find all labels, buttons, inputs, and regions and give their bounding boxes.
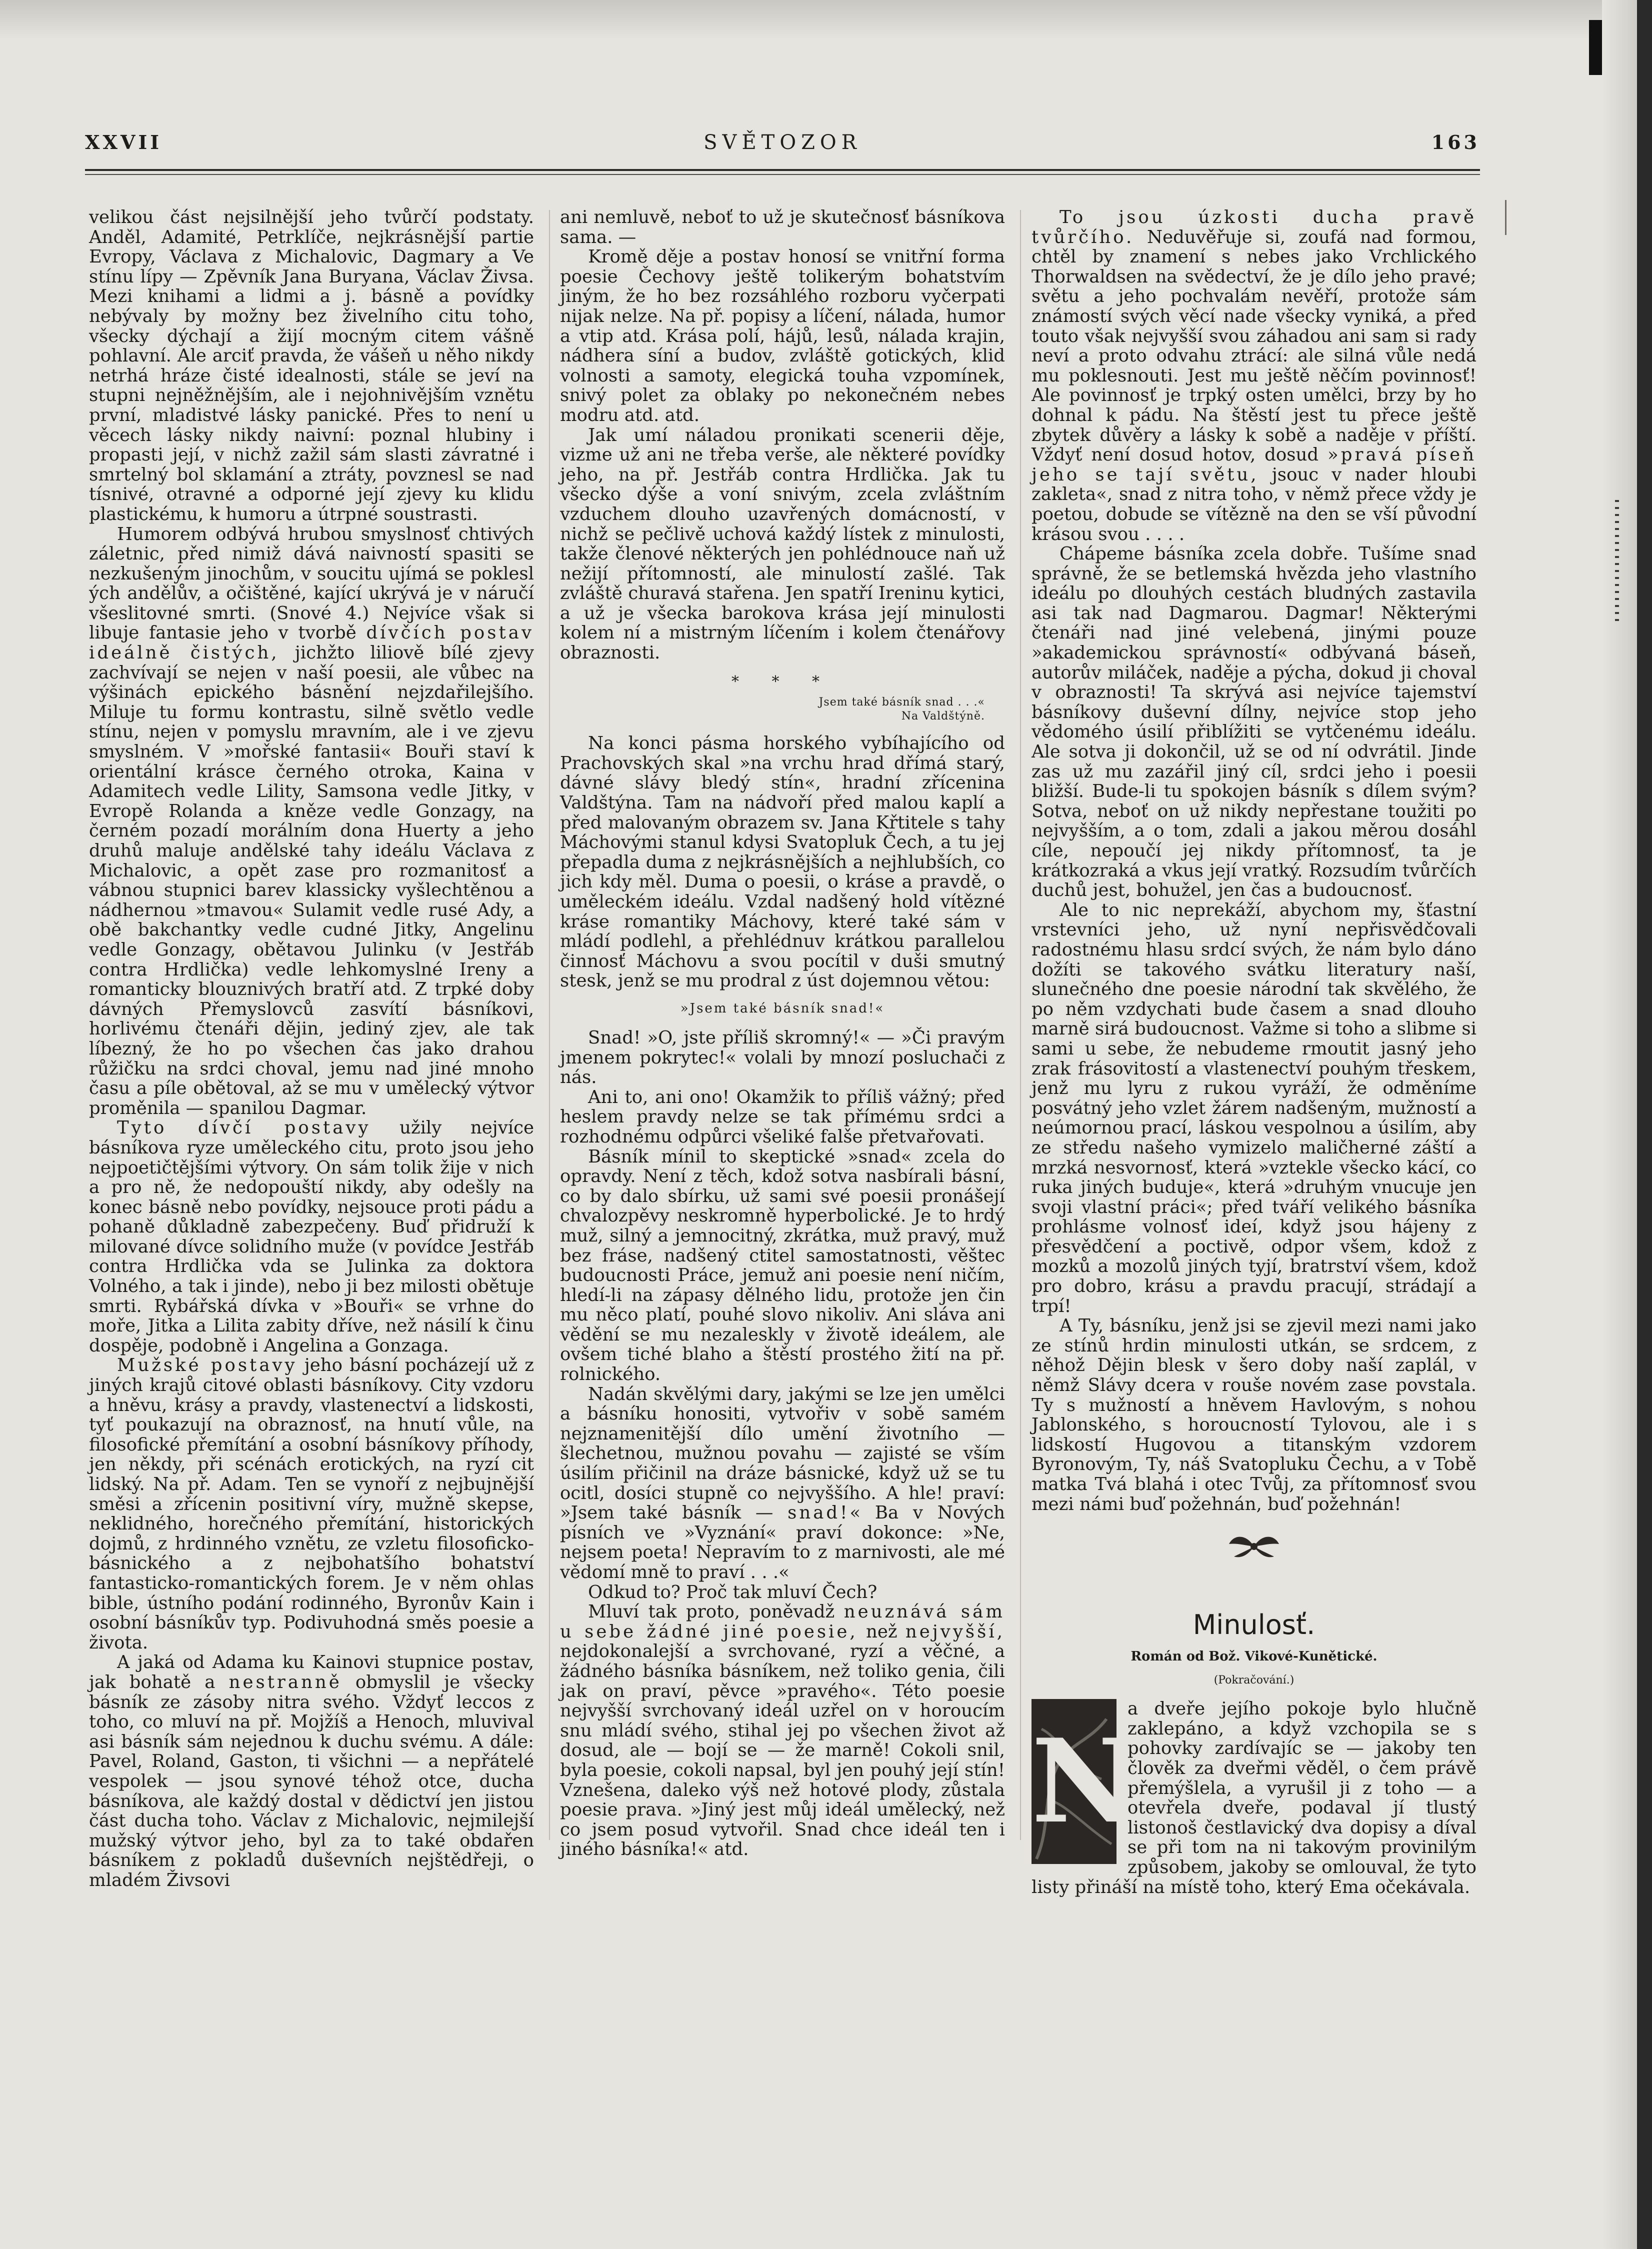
paragraph: [89, 1118, 534, 1356]
emphasis-spaced: snad!: [788, 1502, 850, 1524]
emphasis-spaced: To jsou úzkosti ducha pravě tvůrčího.: [1032, 207, 1476, 248]
paragraph: [1032, 208, 1476, 544]
scan-top-edge: [0, 0, 1652, 40]
paragraph: Odkud to? Proč tak mluví Čech?: [588, 1582, 878, 1602]
novel-title: Minulosť.: [1192, 1609, 1316, 1641]
page-number: 163: [1431, 131, 1480, 154]
emphasis-spaced: Mužské postavy: [117, 1355, 298, 1376]
text-run: obmyslil je všecky básník ze zásoby nitra svého. Vždyť leccos z toho, co mluví na př. Mojžíš a Henoch, mluvival asi básník sám nejednou k duchu svému. A dále: Pavel, Roland, Gaston, ti všichni — a nepřátelé vespolek — jsou synové téhož otce, ducha básníkova, ale každý dostal v dědictví jen jistou část ducha toho. Václav z Michalovic, nejmilejší mužský výtvor jeho, byl za to také obdařen básníkem z pokladů duševních nejštědřeji, o mladém Živsovi: [89, 1672, 534, 1890]
paragraph: Chápeme básníka zcela dobře. Tušíme snad správně, že se betlemská hvězda jeho vlastního ideálu po dlouhých cestách bludných zastavila asi tak nad Dagmarou. Dagmar! Některými čtenáři nad jiné velebená, jinými pouze »akademickou správností« odbývaná báseň, autorův miláček, naděje a pýcha, dokud ji choval v obraznosti! Ta skrývá asi nejvíce tajemství básníkovy duševní dílny, nejvíce stop jeho vědomého úsilí přiblížiti se vytčenému ideálu. Ale sotva ji dokončil, už se od ní odvrátil. Jinde zas už mu zazářil jiný cíl, srdci jeho i poesii bližší. Bude-li tu spokojen básník s dílem svým? Sotva, neboť on už nikdy nepřestane toužiti po nejvyšším, a o tom, zdali a jakou měrou dosáhl cíle, nepoučí jej nikdy přítomnosť, ta je krátkozraká a vkus její vratký. Rozsudím tvůrčích duchů jest, bohužel, jen čas a budoucnosť.: [1032, 544, 1476, 901]
column-divider: [1020, 210, 1021, 1840]
dropcap-letter: N: [1032, 1714, 1137, 1850]
text-run: než: [866, 1621, 898, 1642]
text-run: Mluví tak proto, poněvadž: [588, 1602, 835, 1622]
paragraph: Básník mínil to skeptické »snad« zcela do opravdy. Není z těch, kdož sotva nasbírali básní, co by dalo sbírku, už sami své poesii pronášejí chvalozpěvy neskromně hyperbolické. Je to hrdý muž, silný a jemnocitný, zkrátka, muž pravý, muž bez fráse, nadšený ctitel samostatnosti, věštec budoucnosti Práce, jemuž ani poesie není ničím, hledí-li na zápasy dělného lidu, protože jen čin mu něco platí, pouhé slovo nikoliv. Ani sláva ani vědění se mu nezaleskly v životě ideálem, ale ovšem tiché blaho a štěstí prostého žití na př. rolnického.: [560, 1146, 1005, 1385]
epigraph: [560, 696, 985, 724]
byline: Román od Bož. Vikové-Kunětické.: [1130, 1649, 1378, 1664]
floral-ornament-icon: [1219, 1529, 1289, 1564]
journal-title: SVĚTOZOR: [704, 131, 862, 154]
text-run: « Ba v Nových písních ve »Vyznání« praví dokonce: »Ne, nejsem poeta! Nepravím to z marnivosti, ale mé vědomí mně to praví . . .«: [560, 1502, 1005, 1582]
epigraph-quote: Jsem také básník snad . . .«: [818, 696, 985, 709]
scan-right-shade: [1602, 0, 1637, 2249]
text-run: užily nejvíce básníkova ryze uměleckého citu, proto jsou jeho nejpoetičtějšími výtvory. On sám tolik žije v nich a pro ně, že nedopouští nikdy, aby odešly na konec básně nebo povídky, nejsouce proti pádu a pohaně důkladně zabezpečeny. Buď přidruží k milované dívce solidního muže (v povídce Jestřáb contra Hrdlička vda se Julinka za doktora Volného, a tak i jinde), nebo ji bez milosti obětuje smrti. Rybářská dívka v »Bouři« se vrhne do moře, Jitka a Lilita zabity dříve, než násilí k činu dospěje, podobně i Angelina a Gonzaga.: [89, 1118, 534, 1356]
section-ornament: [1032, 1529, 1476, 1564]
paragraph: A Ty, básníku, jenž jsi se zjevil mezi nami jako ze stínů hrdin minulosti utkán, se srdcem, z něhož Dějin blesk v šero doby naší zaplál, v němž Slávy dcera v rouše novém zase povstala. Ty s mužností a hněvem Havlovým, s nohou Jablonského, s horoucností Tylovou, ale i s lidskostí Hugovou a titanským vzdorem Byronovým, Ty, náš Svatopluku Čechu, a v Tobě matka Tvá blahá i otec Tvůj, za přítomnosť svou mezi námi buď požehnán, buď požehnán!: [1032, 1316, 1476, 1514]
decorative-initial: [1032, 1699, 1137, 1864]
column-divider: [549, 210, 550, 1840]
scan-right-edge: [1637, 0, 1652, 2249]
quoted-verse: »Jsem také básník snad!«: [680, 1000, 885, 1016]
paragraph: [89, 1356, 534, 1652]
emphasis-spaced: nestranně: [228, 1672, 342, 1692]
emphasis-spaced: nejvyšší,: [905, 1621, 1005, 1642]
continued-note: (Pokračování.): [1214, 1674, 1294, 1687]
text-run: jeho básní pocházejí už z jiných krajů citové oblasti básníkovy. City vzdoru a hněvu, krásy a pravdy, vlastenectví a lidskosti, tyť poukazují na obraznosť, na hnutí vůle, na filosofické přemítání a osobní básníkovy příhody, jen někdy, při scénách erotických, na ryzí cit lidský. Na př. Adam. Ten se vynoří z nejbujnější směsi a zřícenin positivní víry, mužně skepse, neklidného, horečného přemítání, historických dojmů, z hrdinného vznětu, ze vzletu filosoficko-básnického a z nejbohatšího bohatství fantasticko-romantických forem. Je v něm ohlas bible, ústního podání rodinného, Byronův Kain i osobní básníkův typ. Podivuhodná směs poesie a života.: [89, 1355, 534, 1653]
margin-marks: [1615, 500, 1619, 625]
paragraph: [560, 1602, 1005, 1860]
text-run: A jaká od Adama ku Kainovi stupnice postav, jak bohatě a: [89, 1652, 534, 1692]
header-rule: [85, 169, 1480, 171]
text-run: nejdokonalejší a svrchované, ryzí a věčné, a žádného básníka básníkem, než toliko genia, čili jak on praví, pěvce »pravého«. Této poesie nejvyšší svrchovaný ideál uzřel on v horoucím snu mládí svého, stihal jej po všechen život až dosud, ale — bojí se — že marně! Cokoli snil, byla poesie, cokoli napsal, byl jen pouhý její stín! Vznešena, daleko výš než hotové plody, zůstala poesie prava. »Jiný jest můj ideál umělecký, než co jsem posud vytvořil. Snad chce ideál ten i jiného básníka!« atd.: [560, 1641, 1005, 1860]
text-run: Neduvěřuje si, zoufá nad formou, chtěl by znamení s nebes jako Vrchlického Thorwaldsen na svědectví, že je dílo jeho pravé; světu a jeho pochvalám nevěří, protože sám známostí svých věcí nade všecky vyniká, a před touto však nejvyšší svou záhadou ani sam si rady neví a proto odvahu ztrácí: ale silná vůle nedá mu poklesnouti. Jest mu ještě něčím povinnosť! Ale povinnosť je trpký osten umělci, brzy by ho dohnal k pádu. Na štěstí jest tu přece ještě zbytek důvěry a lásky k sobě a naděje v příští. Vždyť není dosud hotov, dosud: [1032, 226, 1476, 466]
section-stars: * * *: [731, 672, 834, 690]
paragraph: [89, 1652, 534, 1890]
paragraph: Jak umí náladou pronikati scenerii děje, vizme už ani ne třeba verše, ale některé povídky jeho, na př. Jestřáb contra Hrdlička. Jak tu všecko dýše a voní snivým, zcela zvláštním vzduchem dlouho uzavřených domácností, v nichž se pečlivě uchová každý lístek z minulosti, takže členové některých jen pohlédnouce naň už nežijí přítomností, ale minulostí zašlé. Tak zvláště churavá stařena. Jen spatří Ireninu kytici, a už je všecka barokova krása její minulosti kolem ní a mistrným líčením i kolem čtenářovy obraznosti.: [560, 424, 1005, 664]
emphasis-spaced: dívčích postav ideálně čistých,: [89, 622, 534, 664]
paragraph: [560, 1384, 1005, 1582]
paragraph: Ale to nic neprekáží, abychom my, šťastní vrstevníci jeho, už nyní nepřisvědčovali radostnému hlasu srdcí svých, že nám bylo dáno dožíti se takového svátku literatury naší, slunečného dne poesie národní tak skvělého, že po něm vzdychati bude časem a snad dlouho marně sirá budoucnost. Važme si toho a slibme si sami u sebe, že nebudeme rmoutit jasný jeho zrak frásovitostí a vlastenectví pouhým třeskem, jenž mu lyru z rukou vyráží, že odměníme posvátný jeho vzlet žárem nadšeným, mužností a neúmornou prací, láskou vespolnou a úsilím, aby ze středu našeho vymizelo maličherné záští a mrzká nesvornosť, která »vztekle všecko kácí, co ruka jiných buduje«, která »druhým vnucuje jen svoji vlastní práci«; před tváří velikého básníka prohlásme volnosť ideí, když jsou hájeny z přesvědčení a poctivě, odpor všem, kdož z mozků a mozolů jiných tyjí, bratrství všem, kdož pro dobro, krásu a pravdu pracují, strádají a trpí!: [1032, 900, 1476, 1316]
paragraph: velikou část nejsilnější jeho tvůrčí podstaty. Anděl, Adamité, Petrklíče, nejkrásnější partie Evropy, Václava z Michalovic, Dagmary a Ve stínu lípy — Zpěvník Jana Buryana, Václav Živsa. Mezi knihami a lidmi a j. básně a povídky nebývaly by možny bez živelního citu toho, všecky dýchají a žijí mocným citem vášně pohlavní. Ale arciť pravda, že vášeň u něho nikdy netrhá hráze čisté idealnosti, stále se jeví na stupni nejněžnějším, ale i nejohnivějším vznětu první, mladistvé lásky panické. Přes to není u věcech lásky nikdy naivní: poznal hlubiny i propasti její, v nichž zažil sám slasti závratné i smrtelný bol sklamání a ztráty, povznesl se nad tísnivé, otravné a odporné její zjevy ku klidu plastickému, k humoru a útrpné soustrasti.: [89, 207, 534, 524]
text-run: Humorem odbývá hrubou smyslnosť chtivých záletnic, před nimiž dává naivností spasiti se nezkušeným jinochům, v soucitu ujímá se poklesl ých andělův, a očištěné, kající ukrývá je v náručí všeslitovné smrti. (Snové 4.) Nejvíce však si libuje fantasie jeho v tvorbě: [89, 524, 534, 644]
paragraph: ani nemluvě, neboť to už je skutečnosť básníkova sama. —: [560, 207, 1005, 248]
paragraph: Snad! »O, jste příliš skromný!« — »Či pravým jmenem pokrytec!« volali by mnozí posluchači z nás.: [560, 1027, 1005, 1088]
volume-number: XXVII: [85, 131, 162, 154]
column-2: [560, 208, 1005, 1860]
text-run: jichžto liliově bílé zjevy zachvívají se nejen v naší poesii, ale vůbec na výšinách epického básnění nejzdařilejšího. Miluje tu formu kontrastu, silně světlo vedle stínu, nejen v pomyslu mravním, ale i ve zjevu smyslném. V »mořské fantasii« Bouři staví k orientální krásce černého otroka, Kaina v Adamitech vedle Lility, Samsona vedle Jitky, v Evropě Rolanda a kněze vedle Gonzagy, na černém pozadí morálním dona Huerty a jeho druhů maluje andělské tahy ideálu Václava z Michalovic, a opět zase pro rozmanitosť a vábnou stupnici barev klassicky vyšlechtěnou a nádhernou »tmavou« Sulamit vedle rusé Ady, a obě bakchantky vedle cudné Jitky, Angelinu vedle Gonzagy, obětavou Julinku (v Jestřáb contra Hrdlička) vedle lehkomyslné Ireny a romanticky blouznivých bratří atd. Z trpké doby dávných Přemyslovců zasvítí básníkovi, horlivému čtenáři dějin, jediný zjev, ale tak líbezný, že ho po všechen čas jako drahou růžičku na srdci choval, jemu nad jiné mnoho času a píle obětoval, až se mu v umělecký výtvor proměnila — spanilou Dagmar.: [89, 642, 534, 1118]
column-3: [1032, 208, 1476, 1897]
running-head: [85, 131, 1480, 166]
text-run: Nadán skvělými dary, jakými se lze jen umělci a básníku honositi, vytvořiv v sobě samém nejznamenitější dílo umění životního — šlechetnou, mužnou povahu — zajisté se vším úsilím přičinil na dráze básnické, když už se tu ocitl, dosíci stupně co nejvyššího. A hle! praví: »Jsem také básník —: [560, 1384, 1005, 1524]
text-run: jsouc v nader hloubi zakleta«, snad z nitra toho, v němž přece vždy je poetou, dobude se vítězně na den se vší původní krásou svou . . . .: [1032, 464, 1476, 544]
paragraph: Na konci pásma horského vybíhajícího od Prachovských skal »na vrchu hrad dřímá starý, dávné slávy bledý stín«, hradní zřícenina Valdštýna. Tam na nádvoří před malou kaplí a před malovaným obrazem sv. Jana Křtitele s tahy Máchovými stanul kdysi Svatopluk Čech, a tu jej přepadla duma z nejkrásnějších a nejhlubších, co jich kdy měl. Duma o poesii, o kráse a pravdě, o uměleckém ideálu. Vzdal nadšený hold vítězné kráse romantiky Máchovy, které také sám v mládí podlehl, a přehlédnuv krátkou parallelou činnosť Máchovu a svou pocítil v duši smutný stesk, jenž se mu prodral z úst dojemnou větou:: [560, 733, 1005, 992]
paragraph: [89, 524, 534, 1118]
paragraph: Kromě děje a postav honosí se vnitřní forma poesie Čechovy ještě tolikerým bohatstvím jiným, že ho bez rozsáhlého rozboru vyčerpati nijak nelze. Na př. popisy a líčení, nálada, humor a vtip atd. Krása polí, hájů, lesů, nálada krajin, nádhera síní a budov, zvláště gotických, klid volnosti a samoty, elegická touha vzpomínek, snivý polet za oblaky po nekonečném nebes modru atd. atd.: [560, 246, 1005, 426]
scan-corner-mark: [1589, 20, 1602, 75]
paragraph: Ani to, ani ono! Okamžik to příliš vážný; před heslem pravdy nelze se tak přímému srdci a rozhodnému odpůrci všeliké falše přetvařovati.: [560, 1086, 1005, 1147]
emphasis-spaced: »pravá píseň jeho se tají světu,: [1032, 444, 1476, 485]
emphasis-spaced: neuznává sám u sebe žádné jiné poesie,: [560, 1602, 1005, 1642]
margin-tick: [1505, 200, 1506, 235]
column-1: [89, 208, 534, 1890]
header-rule-thin: [85, 174, 1480, 175]
emphasis-spaced: Tyto dívčí postavy: [117, 1118, 371, 1138]
epigraph-source: Na Valdštýně.: [901, 710, 985, 723]
paragraph: a dveře jejího pokoje bylo hlučně zaklepáno, a když vzchopila se s pohovky zardívajíc se — jakoby ten člověk za dveřmi věděl, o čem právě přemýšlela, a vyrušil ji z toho — a otevřela dveře, podaval jí tlustý listonoš čestlavický dva dopisy a díval se při tom na ni takovým provinilým způsobem, jakoby se omlouval, že tyto listy přináší na místě toho, který Ema očekávala.: [1032, 1698, 1476, 1898]
